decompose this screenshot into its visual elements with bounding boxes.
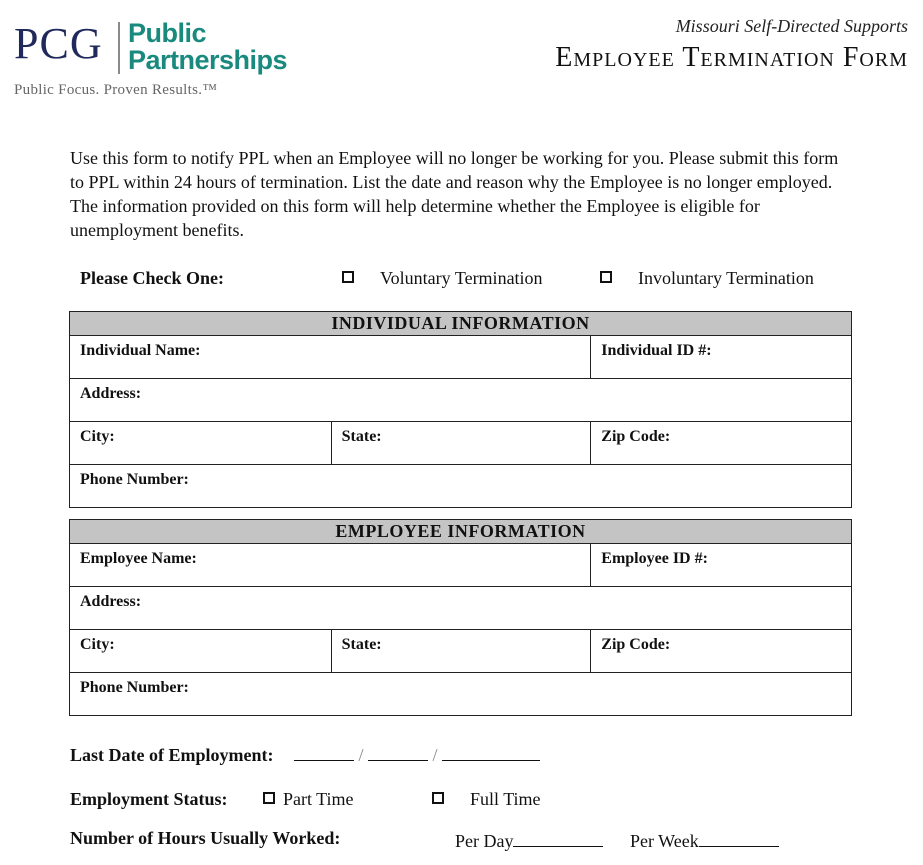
employee-address-field[interactable] xyxy=(70,587,852,630)
individual-city-field[interactable] xyxy=(70,422,332,465)
per-week-group xyxy=(630,828,779,852)
last-date-row xyxy=(70,742,540,766)
employee-address-label: Address: xyxy=(80,593,142,610)
individual-phone-label: Phone Number: xyxy=(80,471,189,488)
per-day-label: Per Day xyxy=(455,831,514,851)
logo-divider xyxy=(118,22,120,74)
individual-state-label: State: xyxy=(341,428,382,445)
last-date-month-input[interactable] xyxy=(294,742,354,761)
individual-info-heading: INDIVIDUAL INFORMATION xyxy=(70,312,852,336)
per-day-group xyxy=(455,828,603,852)
individual-name-field[interactable] xyxy=(70,336,591,379)
part-time-checkbox[interactable] xyxy=(263,792,275,804)
individual-zip-field[interactable] xyxy=(591,422,852,465)
full-time-checkbox[interactable] xyxy=(432,792,444,804)
individual-info-table xyxy=(69,311,852,508)
part-time-label: Part Time xyxy=(283,789,354,809)
involuntary-checkbox[interactable] xyxy=(600,271,612,283)
individual-name-label: Individual Name: xyxy=(80,342,201,359)
voluntary-checkbox[interactable] xyxy=(342,271,354,283)
employee-city-field[interactable] xyxy=(70,630,332,673)
individual-address-field[interactable] xyxy=(70,379,852,422)
last-date-year-input[interactable] xyxy=(442,742,540,761)
individual-phone-field[interactable] xyxy=(70,465,852,508)
logo-tagline: Public Focus. Proven Results.™ xyxy=(14,82,218,98)
last-date-label: Last Date of Employment: xyxy=(70,745,274,765)
logo-line2: Partnerships xyxy=(128,45,288,75)
employee-name-field[interactable] xyxy=(70,544,591,587)
full-time-label: Full Time xyxy=(470,789,541,809)
logo-pcg: PCG xyxy=(14,19,103,68)
logo-line1: Public xyxy=(128,18,207,48)
date-separator: / xyxy=(358,745,364,765)
individual-address-label: Address: xyxy=(80,385,142,402)
individual-zip-label: Zip Code: xyxy=(601,428,671,445)
employee-phone-field[interactable] xyxy=(70,673,852,716)
employee-state-field[interactable] xyxy=(331,630,591,673)
date-separator: / xyxy=(432,745,438,765)
employee-zip-field[interactable] xyxy=(591,630,852,673)
employee-zip-label: Zip Code: xyxy=(601,636,671,653)
employee-city-label: City: xyxy=(80,636,115,653)
page-title: Employee Termination Form xyxy=(555,42,908,73)
intro-paragraph: Use this form to notify PPL when an Employee will no longer be working for you. Please submit this form to PPL within 24 hours of termination. List the date and reason why the Employee is no longer employed. The information provided on this form will help determine whether the Employee is eligible for unemployment benefits. xyxy=(70,148,839,240)
employee-name-label: Employee Name: xyxy=(80,550,197,567)
last-date-day-input[interactable] xyxy=(368,742,428,761)
employee-phone-label: Phone Number: xyxy=(80,679,189,696)
involuntary-label: Involuntary Termination xyxy=(638,268,814,288)
employee-info-heading: EMPLOYEE INFORMATION xyxy=(70,520,852,544)
per-week-label: Per Week xyxy=(630,831,699,851)
individual-id-label: Individual ID #: xyxy=(601,342,712,359)
header-subtitle: Missouri Self-Directed Supports xyxy=(675,16,908,36)
individual-state-field[interactable] xyxy=(331,422,591,465)
employee-state-label: State: xyxy=(341,636,382,653)
voluntary-label: Voluntary Termination xyxy=(380,268,543,288)
individual-id-field[interactable] xyxy=(591,336,852,379)
per-day-input[interactable] xyxy=(513,828,603,847)
hours-label: Number of Hours Usually Worked: xyxy=(70,828,341,848)
per-week-input[interactable] xyxy=(699,828,779,847)
employee-info-table xyxy=(69,519,852,716)
employee-id-label: Employee ID #: xyxy=(601,550,708,567)
employee-id-field[interactable] xyxy=(591,544,852,587)
employment-status-label: Employment Status: xyxy=(70,789,228,809)
individual-city-label: City: xyxy=(80,428,115,445)
logo-public-partnerships xyxy=(128,20,287,74)
check-one-label: Please Check One: xyxy=(80,268,224,288)
